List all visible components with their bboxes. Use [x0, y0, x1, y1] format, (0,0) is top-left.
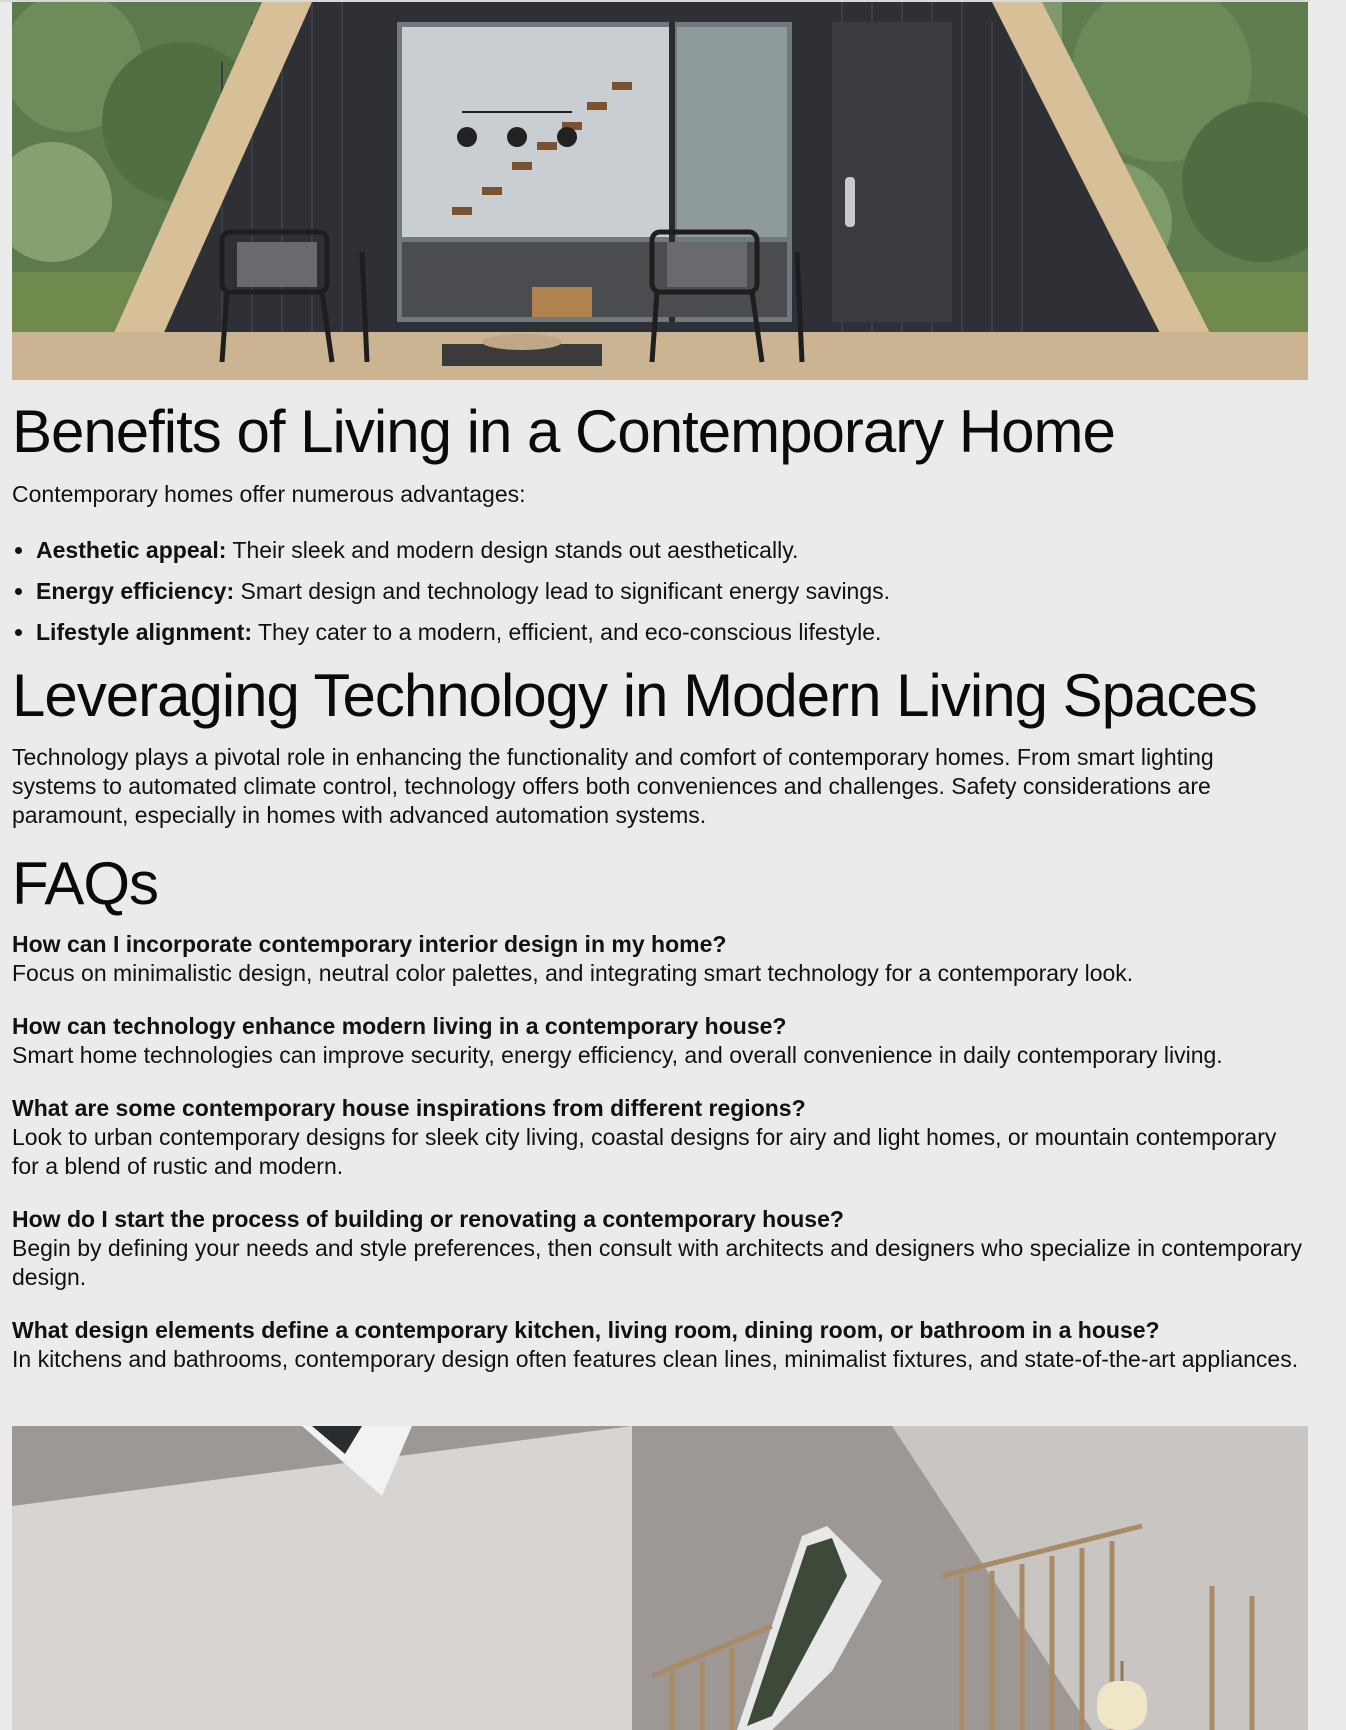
benefits-list — [12, 530, 890, 653]
scrollbar[interactable] — [1310, 0, 1346, 1730]
loft-interior-image — [12, 1426, 1308, 1730]
faq-answer: In kitchens and bathrooms, contemporary design often features clean lines, minimalist fixtures, and state-of-the-art appliances. — [12, 1346, 1299, 1372]
faq-item — [12, 1205, 1302, 1292]
benefit-text: They cater to a modern, efficient, and eco-conscious lifestyle. — [251, 619, 882, 645]
list-item — [36, 612, 890, 653]
faq-answer: Smart home technologies can improve security, energy efficiency, and overall convenience in daily contemporary living. — [12, 1042, 1223, 1068]
faq-heading: FAQs — [12, 850, 159, 917]
faq-list — [12, 930, 1302, 1398]
faq-item — [12, 1316, 1302, 1374]
technology-heading: Leveraging Technology in Modern Living Spaces — [12, 662, 1257, 729]
list-item — [36, 571, 890, 612]
benefits-intro: Contemporary homes offer numerous advantages: — [12, 481, 526, 507]
faq-question: How can I incorporate contemporary interior design in my home? — [12, 931, 727, 957]
benefit-text: Smart design and technology lead to significant energy savings. — [234, 578, 891, 604]
faq-question: What design elements define a contemporary kitchen, living room, dining room, or bathroom in a house? — [12, 1317, 1160, 1343]
benefit-label: Lifestyle alignment: — [36, 619, 252, 645]
faq-answer: Begin by defining your needs and style preferences, then consult with architects and designers who specialize in contemporary design. — [12, 1235, 1303, 1290]
a-frame-house-image — [12, 2, 1308, 380]
benefit-label: Energy efficiency: — [36, 578, 235, 604]
faq-question: How do I start the process of building or renovating a contemporary house? — [12, 1206, 844, 1232]
faq-item — [12, 1012, 1302, 1070]
list-item — [36, 530, 890, 571]
faq-item — [12, 1094, 1302, 1181]
faq-answer: Focus on minimalistic design, neutral color palettes, and integrating smart technology for a contemporary look. — [12, 960, 1134, 986]
benefit-text: Their sleek and modern design stands out aesthetically. — [226, 537, 799, 563]
technology-paragraph: Technology plays a pivotal role in enhancing the functionality and comfort of contemporary homes. From smart lighting systems to automated climate control, technology offers both conveniences and challenges. Safety considerations are paramount, especially in homes with advanced automation systems. — [12, 744, 1214, 828]
faq-item — [12, 930, 1302, 988]
faq-answer: Look to urban contemporary designs for sleek city living, coastal designs for airy and light homes, or mountain contemporary for a blend of rustic and modern. — [12, 1124, 1277, 1179]
benefits-heading: Benefits of Living in a Contemporary Home — [12, 398, 1115, 465]
faq-question: How can technology enhance modern living in a contemporary house? — [12, 1013, 787, 1039]
benefit-label: Aesthetic appeal: — [36, 537, 227, 563]
faq-question: What are some contemporary house inspirations from different regions? — [12, 1095, 806, 1121]
